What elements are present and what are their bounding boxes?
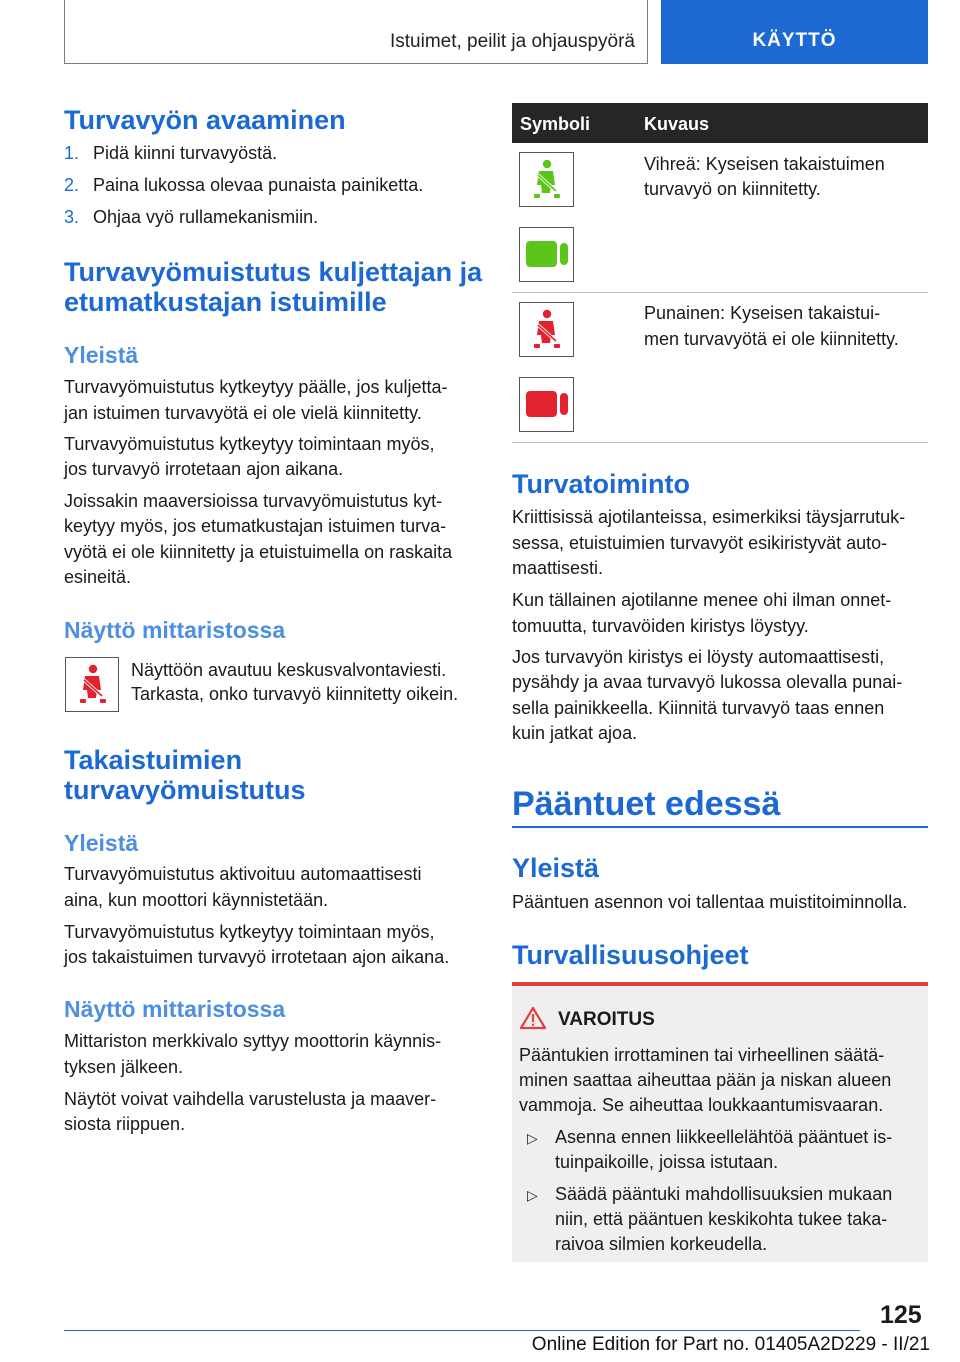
table-cell-text: men turvavyötä ei ole kiinnitetty.	[644, 329, 899, 349]
warning-bullet-line: Säädä pääntuki mahdollisuuksien mukaan	[555, 1184, 893, 1204]
page-number: 125	[880, 1301, 922, 1329]
paragraph-line: Näytöt voivat vaihdella varustelusta ja maaver-	[64, 1089, 437, 1109]
warning-bullet-line: niin, että pääntuen keskikohta tukee taka-	[555, 1209, 888, 1229]
table-cell-text: Punainen: Kyseisen takaistui-	[644, 303, 881, 323]
table-cell-text: turvavyö on kiinnitetty.	[644, 179, 821, 199]
table-cell-text: Vihreä: Kyseisen takaistuimen	[644, 154, 885, 174]
paragraph-line: jan istuimen turvavyötä ei ole vielä kiinnitetty.	[64, 403, 422, 423]
warning-triangle-icon	[519, 1006, 547, 1035]
paragraph-line: Turvavyömuistutus aktivoituu automaattisesti	[64, 864, 422, 884]
paragraph-line: siosta riippuen.	[64, 1114, 186, 1134]
paragraph-line: Joissakin maaversioissa turvavyömuistutus kyt-	[64, 491, 443, 511]
unlock-heading: Turvavyön avaaminen	[64, 105, 346, 135]
list-item: 3. Ohjaa vyö rullamekanismiin.	[64, 207, 319, 227]
table-row-divider	[512, 292, 928, 293]
paragraph-line: keytyy myös, jos etumatkustajan istuimen turva-	[64, 516, 447, 536]
warning-bullet-line: raivoa silmien korkeudella.	[555, 1234, 768, 1254]
section-tab	[661, 0, 928, 64]
seatbelt-red-icon	[519, 302, 574, 357]
general-heading: Yleistä	[64, 342, 139, 368]
paragraph-line: Tarkasta, onko turvavyö kiinnitetty oikein.	[131, 684, 459, 704]
chapter-underline	[512, 826, 928, 828]
seatbelt-warning-icon	[65, 657, 119, 712]
symbol-table-header	[512, 103, 928, 143]
reminder-rear-heading-1: Takaistuimien	[64, 745, 243, 775]
warning-text-line: minen saattaa aiheuttaa pään ja niskan alueen	[519, 1070, 892, 1090]
paragraph-line: kuin jatkat ajoa.	[512, 723, 638, 743]
section-tab-label: KÄYTTÖ	[752, 30, 837, 51]
display-heading: Näyttö mittaristossa	[64, 617, 286, 643]
rear-seat-red-indicator-icon	[519, 377, 574, 432]
paragraph-line: Turvavyömuistutus kytkeytyy päälle, jos kuljetta-	[64, 377, 448, 397]
bullet-icon: ▷	[527, 1130, 538, 1146]
column-header-description: Kuvaus	[644, 114, 710, 134]
paragraph-line: Näyttöön avautuu keskusvalvontaviesti.	[131, 660, 447, 680]
headrests-chapter-heading: Pääntuet edessä	[512, 785, 781, 823]
general-heading: Yleistä	[64, 830, 139, 856]
paragraph-line: Turvavyömuistutus kytkeytyy toimintaan myös,	[64, 922, 435, 942]
paragraph-line: sessa, etuistuimien turvavyöt esikiristyvät auto-	[512, 533, 888, 553]
paragraph-line: Pääntuen asennon voi tallentaa muistitoiminnolla.	[512, 892, 908, 912]
list-item: 1. Pidä kiinni turvavyöstä.	[64, 143, 278, 163]
safety-function-heading: Turvatoiminto	[512, 469, 690, 499]
edition-footer: Online Edition for Part no. 01405A2D229 - II/21	[531, 1334, 930, 1355]
table-bottom-divider	[512, 442, 928, 443]
paragraph-line: Kun tällainen ajotilanne menee ohi ilman onnet-	[512, 590, 892, 610]
display-heading: Näyttö mittaristossa	[64, 996, 286, 1022]
paragraph-line: jos turvavyö irrotetaan ajon aikana.	[64, 459, 344, 479]
rear-seat-green-indicator-icon	[519, 227, 574, 282]
safety-notes-heading: Turvallisuusohjeet	[512, 940, 749, 970]
column-header-symbol: Symboli	[520, 114, 591, 134]
reminder-front-heading-2: etumatkustajan istuimille	[64, 287, 387, 317]
list-item: 2. Paina lukossa olevaa punaista painiketta.	[64, 175, 424, 195]
warning-text-line: Pääntukien irrottaminen tai virheellinen säätä-	[519, 1045, 885, 1065]
paragraph-line: Turvavyömuistutus kytkeytyy toimintaan myös,	[64, 434, 435, 454]
reminder-front-heading-1: Turvavyömuistutus kuljettajan ja	[64, 257, 483, 287]
footer-rule	[64, 1330, 860, 1331]
chapter-title: Istuimet, peilit ja ohjauspyörä	[389, 31, 635, 52]
paragraph-line: Mittariston merkkivalo syttyy moottorin käynnis-	[64, 1031, 442, 1051]
seatbelt-green-icon	[519, 152, 574, 207]
paragraph-line: pysähdy ja avaa turvavyö lukossa olevalla punai-	[512, 672, 903, 692]
paragraph-line: sella painikkeella. Kiinnitä turvavyö taas ennen	[512, 698, 885, 718]
warning-title: VAROITUS	[558, 1009, 655, 1030]
bullet-icon: ▷	[527, 1187, 538, 1203]
general-heading: Yleistä	[512, 853, 600, 883]
paragraph-line: tyksen jälkeen.	[64, 1057, 184, 1077]
paragraph-line: Kriittisissä ajotilanteissa, esimerkiksi täysjarrutuk-	[512, 507, 906, 527]
reminder-rear-heading-2: turvavyömuistutus	[64, 775, 306, 805]
paragraph-line: aina, kun moottori käynnistetään.	[64, 890, 329, 910]
warning-text-line: vammoja. Se aiheuttaa loukkaantumisvaaran.	[519, 1095, 884, 1115]
paragraph-line: tomuutta, turvavöiden kiristys löystyy.	[512, 616, 809, 636]
paragraph-line: jos takaistuimen turvavyö irrotetaan ajon aikana.	[64, 947, 450, 967]
warning-bullet-line: Asenna ennen liikkeellelähtöä pääntuet is-	[555, 1127, 893, 1147]
warning-bullet-line: tuinpaikoille, joissa istutaan.	[555, 1152, 779, 1172]
paragraph-line: esineitä.	[64, 567, 132, 587]
paragraph-line: Jos turvavyön kiristys ei löysty automaattisesti,	[512, 647, 885, 667]
paragraph-line: vyötä ei ole kiinnitetty ja etuistuimella on raskaita	[64, 542, 453, 562]
paragraph-line: maattisesti.	[512, 558, 604, 578]
